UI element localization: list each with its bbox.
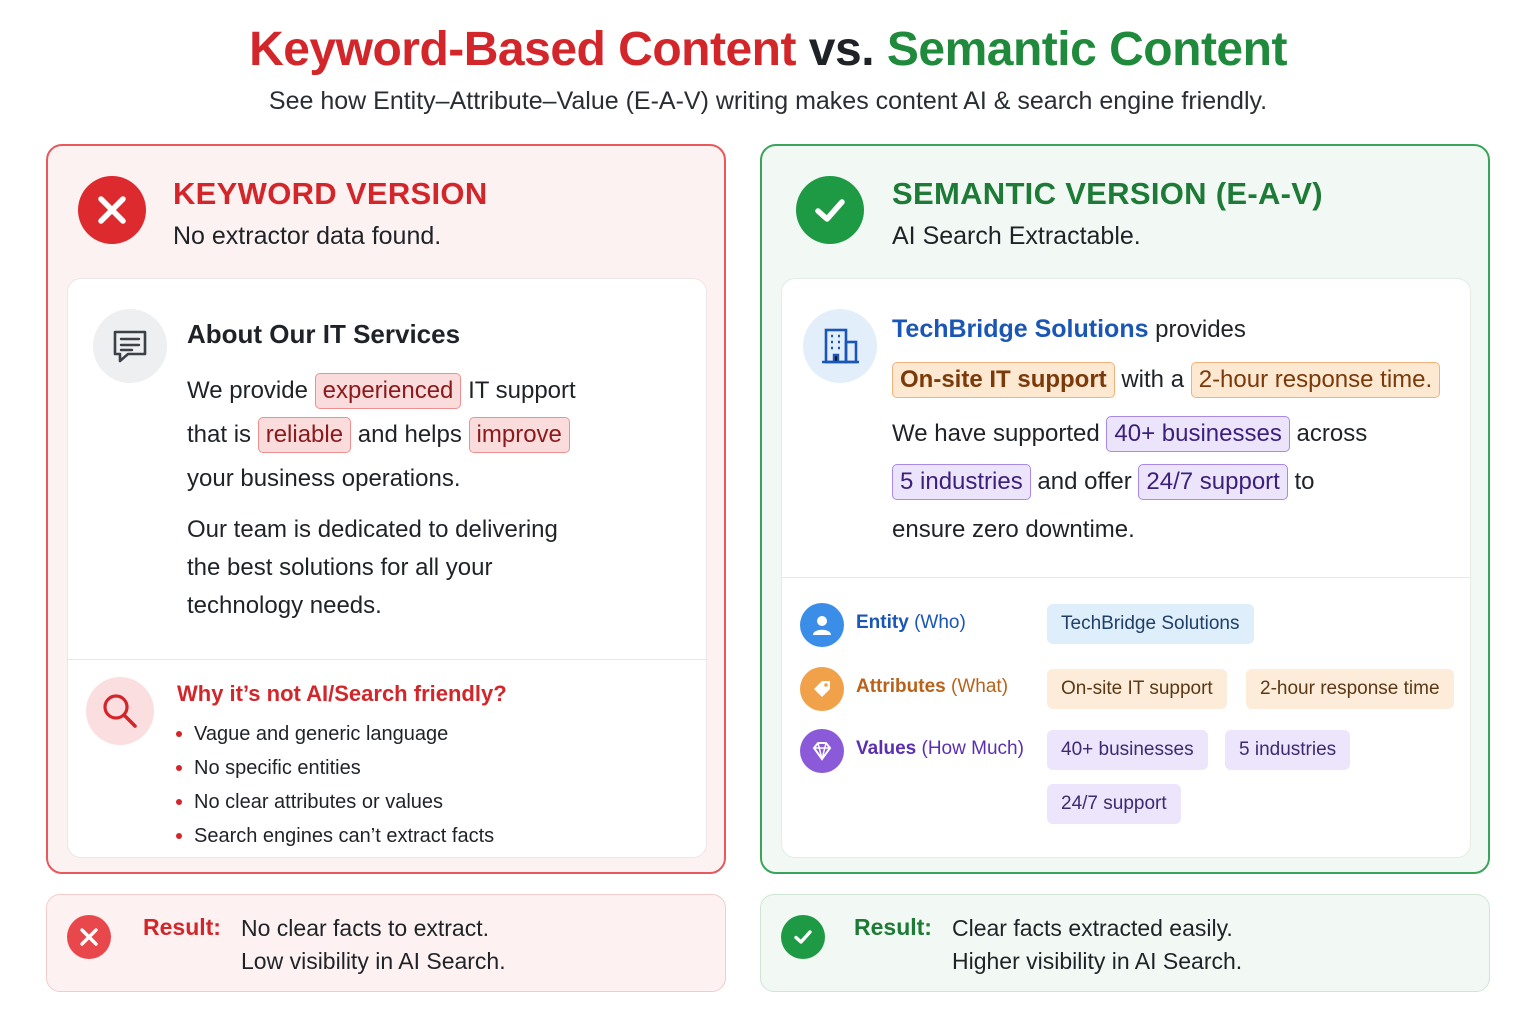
card-title: About Our IT Services: [187, 319, 461, 349]
result-line: No clear facts to extract.: [241, 915, 489, 941]
keyword-card: [67, 278, 707, 858]
list-item: Vague and generic language: [176, 717, 494, 751]
text-fragment: ensure zero downtime.: [892, 516, 1135, 543]
keyword-result: [46, 894, 726, 992]
entity-name: TechBridge Solutions: [892, 315, 1149, 343]
attribute-chip: On-site IT support: [1047, 669, 1227, 709]
text-fragment: and helps: [357, 421, 462, 448]
values-label: [856, 738, 1024, 760]
check-icon: [781, 915, 825, 959]
close-icon: [67, 915, 111, 959]
value-tag: 24/7 support: [1138, 464, 1287, 500]
divider: [68, 659, 706, 660]
result-label: Result:: [854, 914, 932, 940]
semantic-result: [760, 894, 1490, 992]
text-fragment: that is: [187, 421, 252, 448]
list-item: No specific entities: [176, 751, 494, 785]
value-chip: 40+ businesses: [1047, 730, 1208, 770]
keyword-subheading: No extractor data found.: [173, 222, 442, 250]
entity-label-paren: (Who): [914, 612, 966, 633]
keyword-heading: KEYWORD VERSION: [173, 176, 488, 211]
text-fragment: with a: [1121, 366, 1185, 393]
text-fragment: We provide: [187, 377, 308, 404]
text-fragment: your business operations.: [187, 465, 461, 492]
check-icon: [796, 176, 864, 244]
result-line: Clear facts extracted easily.: [952, 915, 1233, 941]
semantic-paragraph: [892, 305, 1440, 554]
building-icon: [803, 309, 877, 383]
header: [0, 22, 1536, 116]
text-fragment: We have supported: [892, 420, 1100, 447]
attributes-label: [856, 676, 1008, 698]
why-title: Why it’s not AI/Search friendly?: [177, 681, 507, 706]
result-label: Result:: [143, 914, 221, 940]
value-chip: 24/7 support: [1047, 784, 1181, 824]
attributes-label-paren: (What): [951, 676, 1009, 697]
vague-word-tag: reliable: [258, 417, 351, 453]
list-item: Search engines can’t extract facts: [176, 819, 494, 853]
title-semantic: Semantic Content: [886, 23, 1287, 76]
value-tag: 40+ businesses: [1106, 416, 1289, 452]
value-tag: 5 industries: [892, 464, 1031, 500]
semantic-heading: SEMANTIC VERSION (E-A-V): [892, 176, 1323, 211]
page-subtitle: See how Entity–Attribute–Value (E-A-V) writing makes content AI & search engine friendly.: [268, 87, 1268, 115]
result-line: Low visibility in AI Search.: [241, 948, 506, 974]
entity-label-text: Entity: [856, 612, 909, 633]
attribute-tag: 2-hour response time.: [1191, 362, 1440, 398]
keyword-panel: [46, 144, 726, 874]
text-fragment: across: [1296, 420, 1368, 447]
title-vs: vs.: [808, 23, 875, 76]
text-fragment: provides: [1155, 316, 1246, 343]
attribute-chip: 2-hour response time: [1246, 669, 1454, 709]
value-chip: 5 industries: [1225, 730, 1350, 770]
text-fragment: and offer: [1037, 468, 1132, 495]
result-text: [952, 912, 1242, 978]
attribute-tag: On-site IT support: [892, 362, 1115, 398]
search-icon: [86, 677, 154, 745]
title-keyword: Keyword-Based Content: [249, 23, 796, 76]
result-text: [241, 912, 506, 978]
entity-label: [856, 612, 966, 634]
result-line: Higher visibility in AI Search.: [952, 948, 1243, 974]
tag-icon: [800, 667, 844, 711]
vague-word-tag: experienced: [315, 373, 462, 409]
values-label-text: Values: [856, 738, 917, 759]
vague-word-tag: improve: [469, 417, 570, 453]
text-line: the best solutions for all your: [187, 554, 493, 581]
text-line: Our team is dedicated to delivering: [187, 516, 558, 543]
keyword-paragraph-1: [187, 369, 576, 501]
values-label-paren: (How Much): [921, 738, 1024, 759]
keyword-paragraph-2: [187, 511, 558, 625]
text-fragment: to: [1294, 468, 1315, 495]
user-icon: [800, 603, 844, 647]
list-item: No clear attributes or values: [176, 785, 494, 819]
diamond-icon: [800, 729, 844, 773]
attributes-label-text: Attributes: [856, 676, 946, 697]
text-fragment: IT support: [468, 377, 576, 404]
semantic-card: [781, 278, 1471, 858]
semantic-subheading: AI Search Extractable.: [892, 222, 1141, 250]
chat-bubble-icon: [93, 309, 167, 383]
page-title: [0, 22, 1536, 77]
close-icon: [78, 176, 146, 244]
divider: [782, 577, 1470, 578]
semantic-panel: [760, 144, 1490, 874]
text-line: technology needs.: [187, 592, 382, 619]
why-list: [176, 717, 494, 853]
entity-chip: TechBridge Solutions: [1047, 604, 1254, 644]
